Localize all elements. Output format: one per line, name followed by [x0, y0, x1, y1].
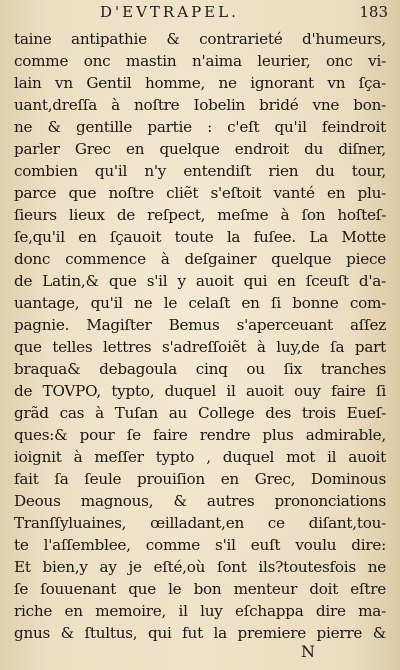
- signature-mark: N: [301, 642, 315, 661]
- text-line: combien qu'il n'y entendiſt rien du tour,: [14, 162, 386, 180]
- body-text: [14, 28, 386, 644]
- text-line: de TOVPO, typto, duquel il auoit ouy faire ſi: [14, 382, 386, 400]
- text-line: parce que noſtre cliẽt s'eſtoit vanté en plu-: [14, 184, 386, 202]
- text-line: comme onc mastin n'aima leurier, onc vi-: [14, 52, 386, 70]
- text-line: gnus & ſtultus, qui fut la premiere pierre &: [14, 624, 386, 642]
- text-line: pagnie. Magiſter Bemus s'aperceuant aſſez: [14, 316, 386, 334]
- text-line: te l'aſſemblee, comme s'il euſt voulu dire:: [14, 536, 386, 554]
- text-line: ſe,qu'il en ſçauoit toute la fuſee. La Motte: [14, 228, 386, 246]
- text-line: de Latin,& que s'il y auoit qui en ſceuſt d'a-: [14, 272, 386, 290]
- text-line: Et bien,y ay je eſté,où ſont ils?toutesfois ne: [14, 558, 386, 576]
- text-line: parler Grec en quelque endroit du diſner,: [14, 140, 386, 158]
- text-line: uantage, qu'il ne le celaſt en ſi bonne com-: [14, 294, 386, 312]
- text-line: braqua& debagoula cinq ou ſix tranches: [14, 360, 386, 378]
- text-line: lain vn Gentil homme, ne ignorant vn ſça-: [14, 74, 386, 92]
- text-line: Deous magnous, & autres prononciations: [14, 492, 386, 510]
- text-line: fait ſa ſeule prouiſion en Grec, Dominous: [14, 470, 386, 488]
- text-line: ſe ſouuenant que le bon menteur doit eſtre: [14, 580, 386, 598]
- text-line: ne & gentille partie : c'eſt qu'il feindroit: [14, 118, 386, 136]
- page-number: 183: [359, 3, 388, 21]
- text-line: ſieurs lieux de reſpect, meſme à ſon hoſteſ-: [14, 206, 386, 224]
- text-line: que telles lettres s'adreſſoiẽt à luy,de ſa part: [14, 338, 386, 356]
- text-line: taine antipathie & contrarieté d'humeurs,: [14, 30, 386, 48]
- text-line: Tranſſyluaines, œilladant,en ce diſant,tou-: [14, 514, 386, 532]
- text-line: uant,dreſſa à noſtre Iobelin bridé vne bon-: [14, 96, 386, 114]
- running-head: D'EVTRAPEL.: [100, 3, 239, 21]
- page-header: [0, 3, 400, 23]
- text-line: ioignit à meſſer typto , duquel mot il auoit: [14, 448, 386, 466]
- text-line: ques:& pour ſe faire rendre plus admirable,: [14, 426, 386, 444]
- text-line: riche en memoire, il luy eſchappa dire ma-: [14, 602, 386, 620]
- text-line: grãd cas à Tuſan au College des trois Eueſ-: [14, 404, 386, 422]
- text-line: donc commence à deſgainer quelque piece: [14, 250, 386, 268]
